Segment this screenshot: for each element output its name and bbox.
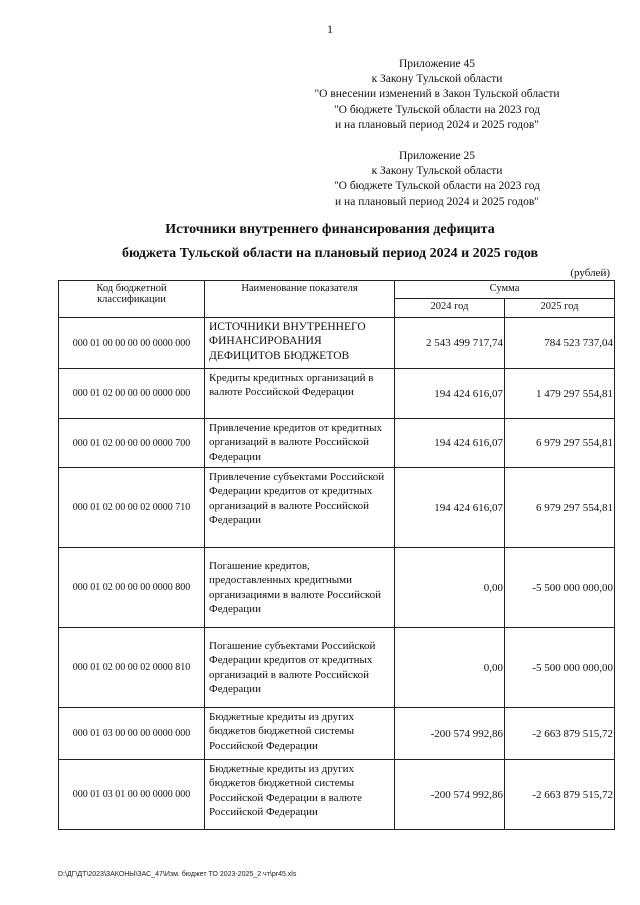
row-value-2025: -5 500 000 000,00 bbox=[505, 628, 615, 708]
row-value-2024: 194 424 616,07 bbox=[395, 369, 505, 419]
row-name: Бюджетные кредиты из других бюджетов бюджетной системы Российской Федерации bbox=[205, 708, 395, 760]
file-path-footer: D:\ДГ\ДТ\2023\ЗАКОНЫ\ЗАС_47\Изм. бюджет ТО 2023-2025_2 чт\pr45.xls bbox=[58, 871, 297, 878]
appendix-45-header bbox=[302, 57, 572, 133]
appendix-line: и на плановый период 2024 и 2025 годов" bbox=[335, 195, 539, 208]
appendix-line: "О бюджете Тульской области на 2023 год bbox=[333, 103, 541, 116]
row-value-2025: 6 979 297 554,81 bbox=[505, 419, 615, 468]
table-row bbox=[59, 369, 615, 419]
row-value-2024: -200 574 992,86 bbox=[395, 760, 505, 830]
table-row bbox=[59, 760, 615, 830]
appendix-25-header bbox=[312, 149, 562, 210]
page-number: 1 bbox=[327, 22, 333, 36]
row-value-2025: -5 500 000 000,00 bbox=[505, 548, 615, 628]
title-line: Источники внутреннего финансирования дефицита bbox=[165, 222, 495, 237]
row-value-2024: 194 424 616,07 bbox=[395, 419, 505, 468]
header-year-2025: 2025 год bbox=[505, 299, 615, 318]
header-sum: Сумма bbox=[395, 281, 615, 299]
document-title bbox=[60, 218, 600, 266]
row-name: Кредиты кредитных организаций в валюте Российской Федерации bbox=[205, 369, 395, 419]
row-name: Погашение кредитов, предоставленных кредитными организациями в валюте Российской Федерации bbox=[205, 548, 395, 628]
row-value-2024: 2 543 499 717,74 bbox=[395, 318, 505, 369]
row-code: 000 01 02 00 00 02 0000 810 bbox=[59, 628, 205, 708]
row-code: 000 01 03 00 00 00 0000 000 bbox=[59, 708, 205, 760]
row-code: 000 01 02 00 00 00 0000 800 bbox=[59, 548, 205, 628]
table-row bbox=[59, 419, 615, 468]
financing-sources-table bbox=[58, 280, 615, 830]
row-value-2024: 0,00 bbox=[395, 628, 505, 708]
table-row bbox=[59, 548, 615, 628]
header-year-2024: 2024 год bbox=[395, 299, 505, 318]
row-value-2025: 6 979 297 554,81 bbox=[505, 468, 615, 548]
row-name: Привлечение субъектами Российской Федерации кредитов от кредитных организаций в валюте Российской Федерации bbox=[205, 468, 395, 548]
table-row bbox=[59, 318, 615, 369]
row-code: 000 01 02 00 00 02 0000 710 bbox=[59, 468, 205, 548]
header-code: Код бюджетной классификации bbox=[59, 281, 205, 318]
table-row bbox=[59, 468, 615, 548]
table-row bbox=[59, 628, 615, 708]
row-name: ИСТОЧНИКИ ВНУТРЕННЕГО ФИНАНСИРОВАНИЯ ДЕФИЦИТОВ БЮДЖЕТОВ bbox=[205, 318, 395, 369]
row-value-2025: -2 663 879 515,72 bbox=[505, 760, 615, 830]
row-name: Бюджетные кредиты из других бюджетов бюджетной системы Российской Федерации в валюте Российской Федерации bbox=[205, 760, 395, 830]
appendix-line: "О бюджете Тульской области на 2023 год bbox=[333, 180, 541, 193]
row-value-2024: -200 574 992,86 bbox=[395, 708, 505, 760]
appendix-line: к Закону Тульской области bbox=[371, 165, 503, 178]
appendix-line: "О внесении изменений в Закон Тульской области bbox=[314, 88, 560, 101]
row-name: Погашение субъектами Российской Федерации кредитов от кредитных организаций в валюте Российской Федерации bbox=[205, 628, 395, 708]
row-value-2025: 1 479 297 554,81 bbox=[505, 369, 615, 419]
row-name: Привлечение кредитов от кредитных организаций в валюте Российской Федерации bbox=[205, 419, 395, 468]
appendix-line: к Закону Тульской области bbox=[371, 73, 503, 86]
row-value-2025: -2 663 879 515,72 bbox=[505, 708, 615, 760]
appendix-line: и на плановый период 2024 и 2025 годов" bbox=[335, 118, 539, 131]
appendix-line: Приложение 25 bbox=[398, 150, 476, 162]
title-line: бюджета Тульской области на плановый период 2024 и 2025 годов bbox=[121, 246, 539, 261]
units-label: (рублей) bbox=[570, 267, 610, 279]
row-value-2024: 194 424 616,07 bbox=[395, 468, 505, 548]
header-name: Наименование показателя bbox=[205, 281, 395, 318]
appendix-line: Приложение 45 bbox=[398, 58, 476, 70]
row-code: 000 01 02 00 00 00 0000 000 bbox=[59, 369, 205, 419]
row-value-2025: 784 523 737,04 bbox=[505, 318, 615, 369]
row-value-2024: 0,00 bbox=[395, 548, 505, 628]
row-code: 000 01 02 00 00 00 0000 700 bbox=[59, 419, 205, 468]
row-code: 000 01 03 01 00 00 0000 000 bbox=[59, 760, 205, 830]
row-code: 000 01 00 00 00 00 0000 000 bbox=[59, 318, 205, 369]
table-row bbox=[59, 708, 615, 760]
